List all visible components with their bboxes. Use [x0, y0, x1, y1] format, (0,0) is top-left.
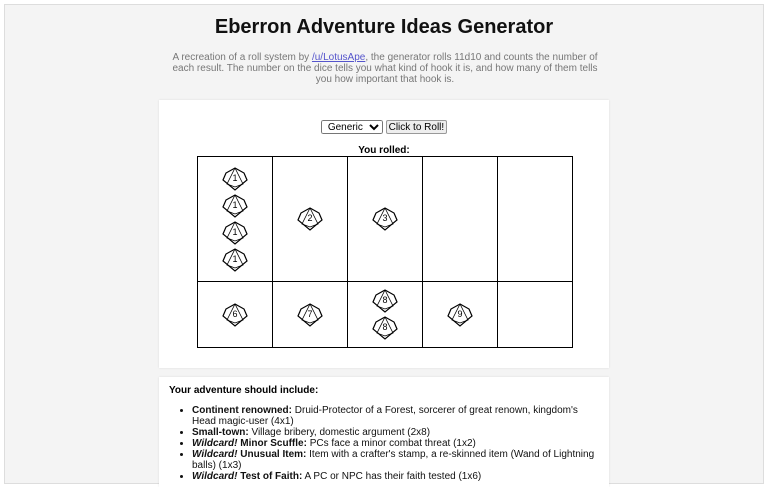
die-value: 2	[307, 213, 313, 223]
d10-die-icon	[222, 194, 248, 218]
adventure-item	[192, 405, 600, 427]
d10-die-icon	[372, 316, 398, 340]
grid-cell	[348, 157, 423, 282]
d10-die-icon	[222, 303, 248, 327]
die-value: 9	[457, 308, 463, 319]
d10-die-icon	[297, 303, 323, 327]
grid-cell	[498, 157, 573, 282]
d10-die-icon	[372, 207, 398, 231]
grid-cell	[498, 282, 573, 348]
wildcard-label: Wildcard!	[192, 449, 238, 460]
d10-die-icon	[222, 221, 248, 245]
adventure-heading: Your adventure should include:	[169, 385, 319, 396]
d10-die-icon	[222, 167, 248, 191]
die-value: 1	[232, 199, 238, 210]
die-value: 1	[232, 253, 238, 264]
d10-die-icon	[222, 248, 248, 272]
item-title: Test of Faith:	[237, 471, 303, 482]
adventure-item	[192, 449, 600, 471]
d10-die-icon	[447, 303, 473, 327]
item-text: Village bribery, domestic argument (2x8)	[248, 427, 431, 438]
controls	[0, 120, 768, 134]
die-value: 1	[232, 226, 238, 237]
d10-die-icon	[297, 207, 323, 231]
grid-row	[198, 157, 573, 282]
grid-cell	[198, 282, 273, 348]
rolled-label: You rolled:	[358, 145, 410, 156]
grid-cell	[423, 157, 498, 282]
grid-cell	[198, 157, 273, 282]
grid-cell	[348, 282, 423, 348]
grid-cell	[423, 282, 498, 348]
d10-die-icon	[372, 289, 398, 313]
grid-cell	[273, 157, 348, 282]
subtitle-text: A recreation of a roll system by	[172, 52, 312, 63]
item-text: PCs face a minor combat threat (1x2)	[306, 438, 476, 449]
item-title: Minor Scuffle:	[237, 438, 307, 449]
item-text: Druid-Protector of a Forest, sorcerer of great renown, kingdom's Head magic-user (4x1)	[192, 405, 578, 427]
wildcard-label: Wildcard!	[192, 438, 238, 449]
die-value: 3	[382, 213, 388, 223]
subtitle-text-2: , the generator rolls 11d10 and counts the number of each result. The number on the dice tells you what kind of hook it is, and how many of them tells you how important that hook is.	[172, 52, 598, 85]
adventure-item	[192, 471, 600, 482]
dice-grid	[197, 156, 573, 348]
die-value: 8	[382, 295, 388, 305]
wildcard-label: Wildcard!	[192, 471, 238, 482]
author-link[interactable]: /u/LotusApe	[311, 52, 366, 63]
die-value: 6	[232, 308, 238, 319]
grid-row	[198, 282, 573, 348]
item-title: Small-town:	[192, 427, 249, 438]
grid-cell	[273, 282, 348, 348]
item-title: Unusual Item:	[237, 449, 307, 460]
subtitle	[165, 52, 605, 85]
roll-button[interactable]: Click to Roll!	[386, 120, 448, 134]
die-value: 1	[232, 172, 238, 183]
adventure-list	[168, 405, 600, 482]
adventure-item	[192, 438, 600, 449]
die-value: 8	[382, 322, 388, 332]
item-text: A PC or NPC has their faith tested (1x6)	[302, 471, 482, 482]
item-text: Item with a crafter's stamp, a re-skinned item (Wand of Lightning balls) (1x3)	[192, 449, 595, 471]
adventure-item	[192, 427, 600, 438]
page-title: Eberron Adventure Ideas Generator	[214, 16, 554, 38]
hook-type-select[interactable]	[321, 120, 383, 134]
item-title: Continent renowned:	[192, 405, 292, 416]
die-value: 7	[307, 308, 313, 319]
